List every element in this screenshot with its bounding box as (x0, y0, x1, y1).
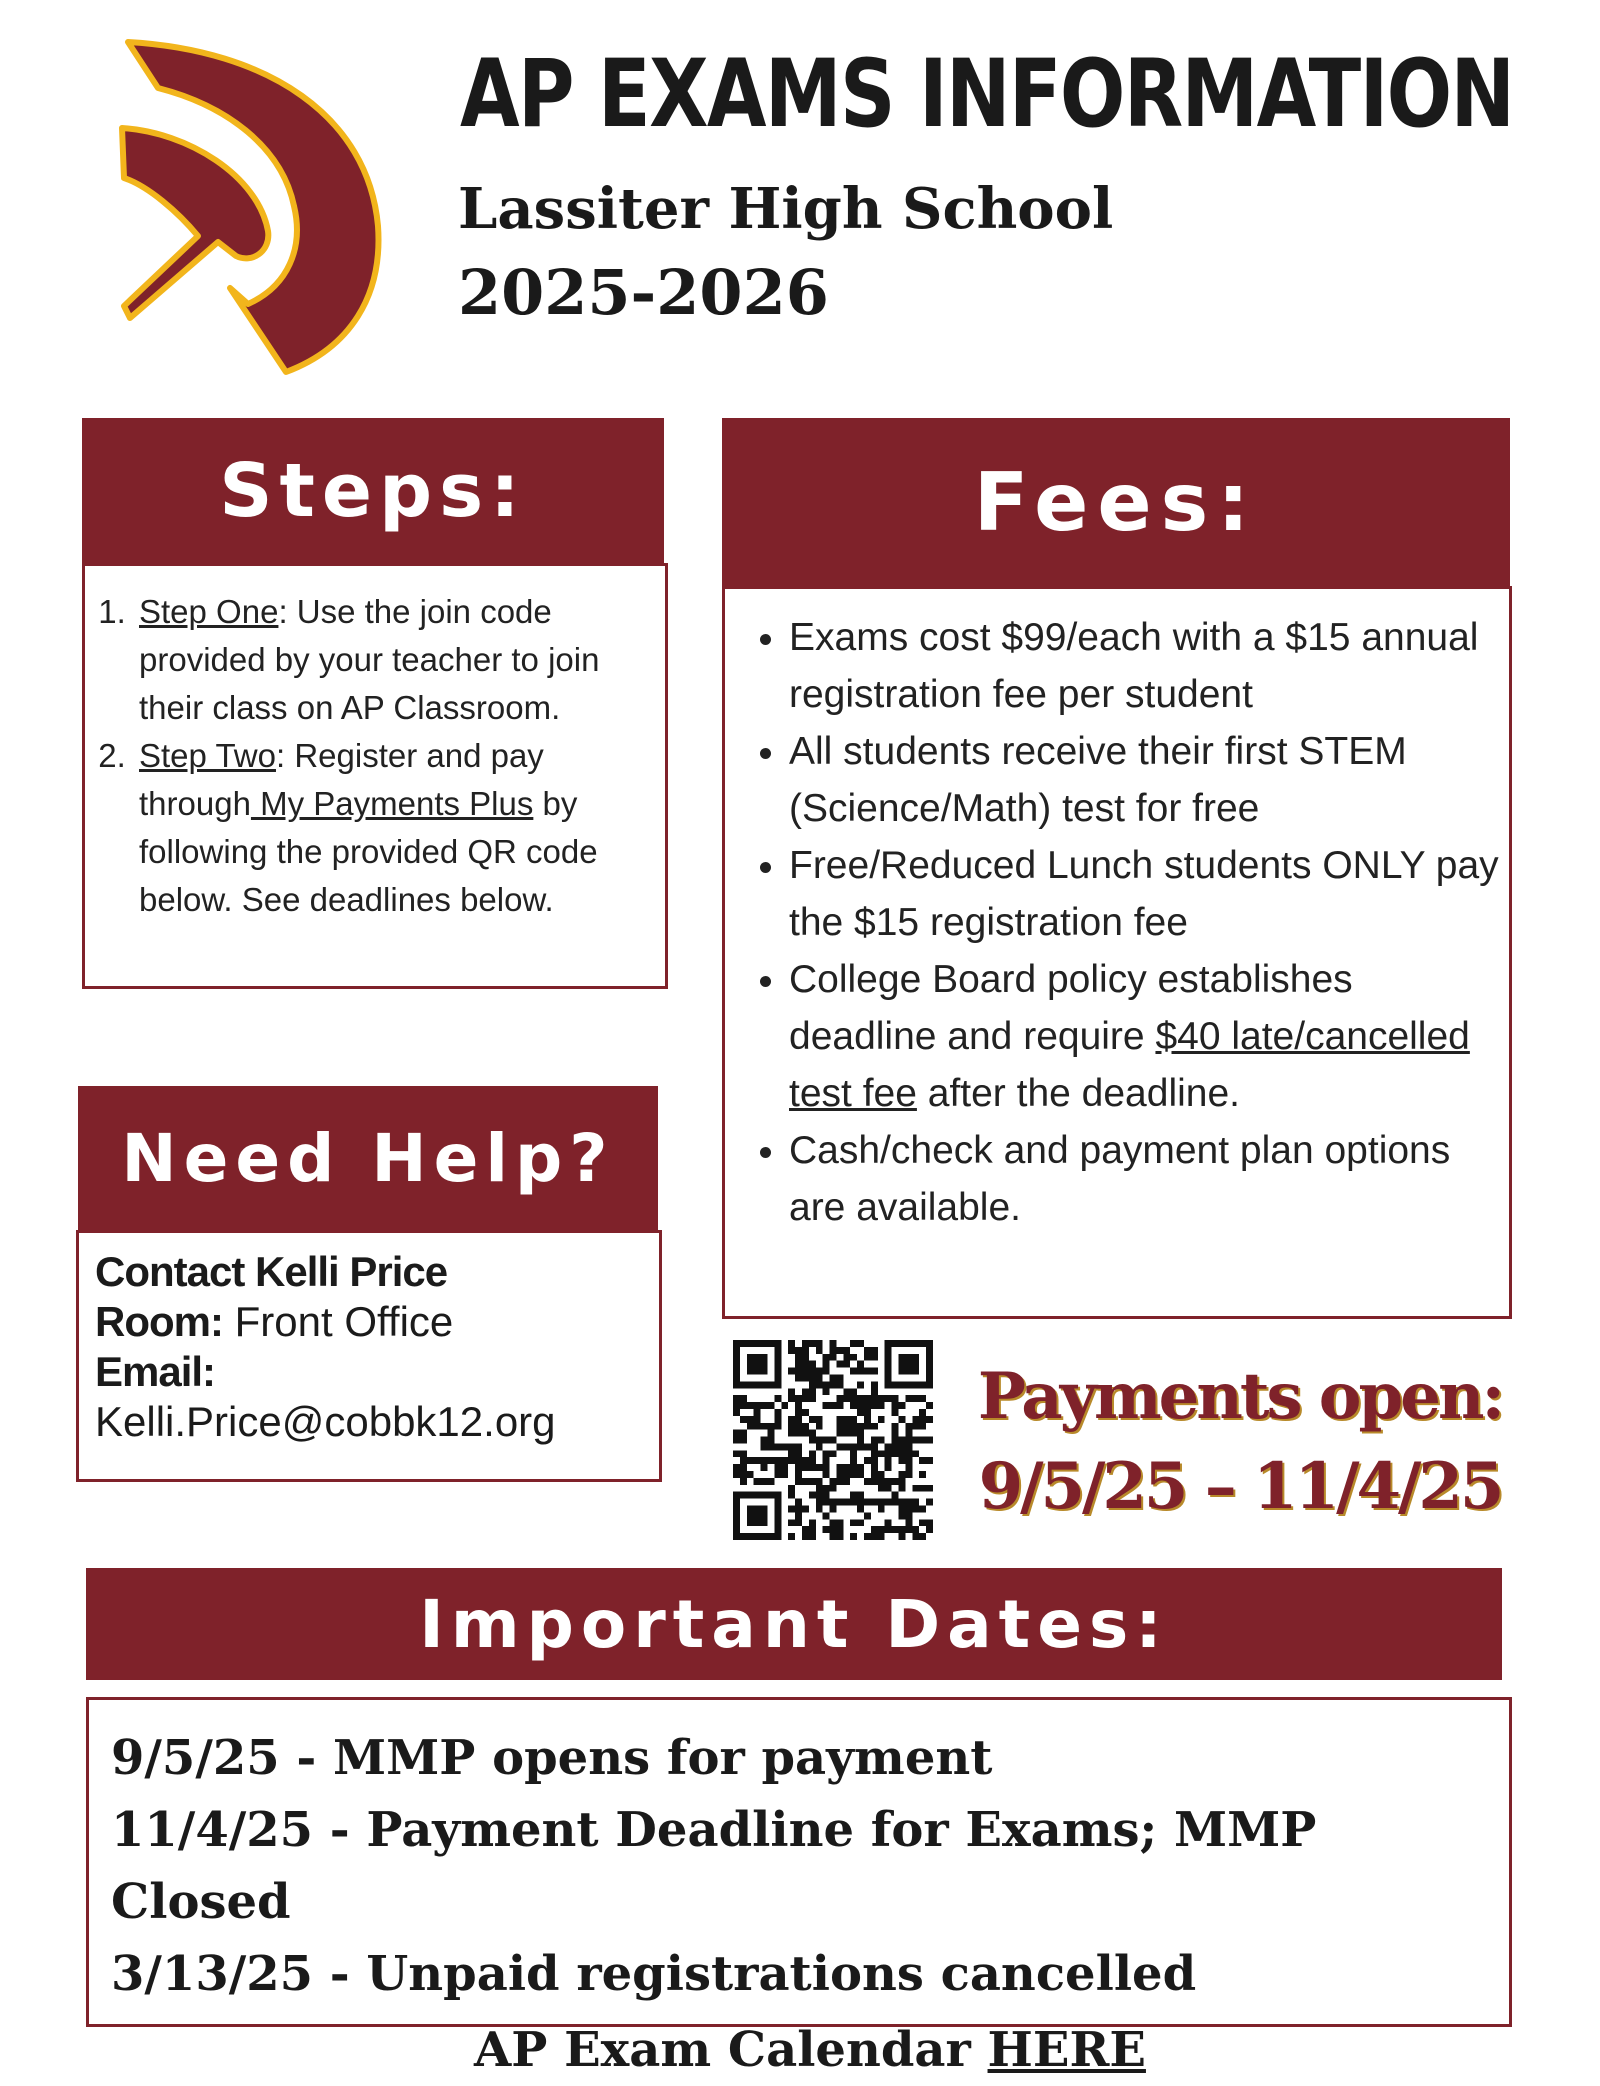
important-dates-panel (86, 1697, 1512, 2078)
qr-finder-pattern (736, 1495, 777, 1536)
policy-text-after: after the deadline. (916, 1072, 1240, 1115)
fees-heading: Fees: (722, 418, 1510, 586)
step-two-text-before: : Register and pay through (139, 737, 544, 822)
payments-open-range: 9/5/25 – 11/4/25 (978, 1449, 1502, 1524)
qr-code-icon[interactable] (733, 1340, 933, 1540)
fee-item: • All students receive their first STEM (Science/Math) test for free (789, 723, 1499, 837)
calendar-text: AP Exam Calendar (474, 2022, 988, 2078)
steps-heading: Steps: (82, 418, 664, 563)
step-one-label: Step One (139, 593, 279, 630)
email-value[interactable]: Kelli.Price@cobbk12.org (95, 1398, 556, 1445)
spartan-helmet-logo (118, 36, 408, 376)
payments-open-label: Payments open: (977, 1359, 1503, 1434)
important-dates-heading: Important Dates: (86, 1568, 1502, 1680)
fee-item: • Free/Reduced Lunch students ONLY pay the $15 registration fee (789, 837, 1499, 951)
late-fee-link[interactable]: $40 late/cancelled test fee (789, 1015, 1470, 1115)
payments-open-callout (970, 1352, 1510, 1532)
steps-list (85, 566, 665, 924)
exam-calendar-line (111, 2014, 1509, 2086)
step-one (135, 588, 655, 732)
qr-finder-pattern (736, 1343, 777, 1384)
date-item: 11/4/25 - Payment Deadline for Exams; MMP Closed (111, 1802, 1317, 1930)
school-year: 2025-2026 (458, 256, 829, 329)
help-panel (76, 1230, 662, 1482)
steps-panel (82, 563, 668, 989)
policy-text-before: College Board policy establishes deadline and require (789, 958, 1353, 1058)
date-item: 3/13/25 - Unpaid registrations cancelled (111, 1946, 1197, 2002)
qr-finder-pattern (888, 1343, 929, 1384)
my-payments-plus-link[interactable]: My Payments Plus (250, 785, 534, 822)
step-one-text: : Use the join code provided by your teacher to join their class on AP Classroom. (139, 593, 600, 726)
fee-item: • Exams cost $99/each with a $15 annual registration fee per student (789, 609, 1499, 723)
fee-item: • Cash/check and payment plan options are available. (789, 1122, 1499, 1236)
fees-panel (722, 586, 1512, 1319)
room-value: Front Office (222, 1298, 454, 1345)
contact-name: Contact Kelli Price (95, 1248, 448, 1295)
email-label: Email: (95, 1348, 216, 1395)
step-two-label: Step Two (139, 737, 276, 774)
step-two-text-after: by following the provided QR code below. See deadlines below. (139, 785, 598, 918)
room-line (95, 1297, 643, 1347)
fees-list (725, 589, 1509, 1236)
date-item: 9/5/25 - MMP opens for payment (111, 1730, 993, 1786)
fee-item-policy (789, 951, 1499, 1122)
page-title: AP EXAMS INFORMATION (460, 40, 1514, 149)
school-name: Lassiter High School (458, 176, 1114, 242)
room-label: Room: (95, 1298, 223, 1345)
step-two (135, 732, 655, 924)
calendar-here-link[interactable]: HERE (987, 2022, 1146, 2078)
help-heading: Need Help? (78, 1086, 658, 1230)
